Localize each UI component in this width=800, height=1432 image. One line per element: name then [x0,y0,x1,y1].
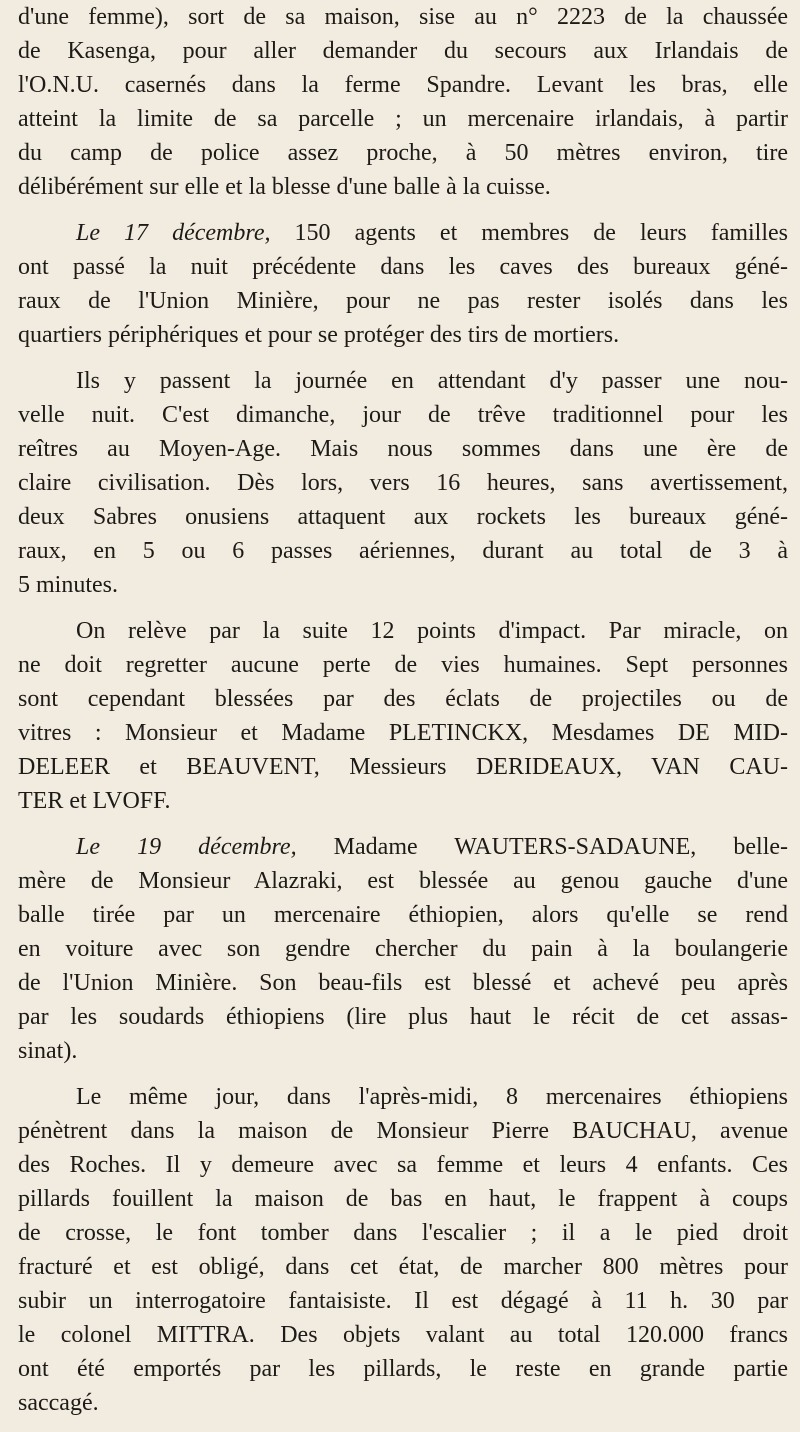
text-line: subir un interrogatoire fantaisiste. Il est dégagé à 11 h. 30 par [18,1288,788,1314]
text-line: ont passé la nuit précédente dans les caves des bureaux géné- [18,254,788,280]
text-line: sont cependant blessées par des éclats de projectiles ou de [18,686,788,712]
text-line: raux de l'Union Minière, pour ne pas rester isolés dans les [18,288,788,314]
text-line: des Roches. Il y demeure avec sa femme et leurs 4 enfants. Ces [18,1152,788,1178]
paragraph [18,0,788,204]
text-line: de crosse, le font tomber dans l'escalier ; il a le pied droit [18,1220,788,1246]
text-line: fracturé et est obligé, dans cet état, de marcher 800 mètres pour [18,1254,788,1280]
text-line: l'O.N.U. casernés dans la ferme Spandre. Levant les bras, elle [18,72,788,98]
paragraph [18,364,788,602]
text-line: claire civilisation. Dès lors, vers 16 heures, sans avertissement, [18,470,788,496]
text-line: saccagé. [18,1390,99,1416]
text-line: Le même jour, dans l'après-midi, 8 mercenaires éthiopiens [76,1084,788,1110]
date-lead: Le 17 décembre, [76,220,271,246]
text-line: de l'Union Minière. Son beau-fils est blessé et achevé peu après [18,970,788,996]
text-line: en voiture avec son gendre chercher du pain à la boulangerie [18,936,788,962]
text-line: ne doit regretter aucune perte de vies humaines. Sept personnes [18,652,788,678]
text-line: du camp de police assez proche, à 50 mètres environ, tire [18,140,788,166]
text-line: sinat). [18,1038,78,1064]
line-text: 150 agents et membres de leurs familles [270,220,789,246]
date-lead: Le 19 décembre, [76,834,297,860]
text-line: quartiers périphériques et pour se protéger des tirs de mortiers. [18,322,620,348]
text-line: d'une femme), sort de sa maison, sise au n° 2223 de la chaussée [18,4,788,30]
text-line: de Kasenga, pour aller demander du secours aux Irlandais de [18,38,788,64]
paragraph [18,1080,788,1420]
text-line: DELEER et BEAUVENT, Messieurs DERIDEAUX, VAN CAU- [18,754,788,780]
text-line: vitres : Monsieur et Madame PLETINCKX, Mesdames DE MID- [18,720,788,746]
text-line: par les soudards éthiopiens (lire plus haut le récit de cet assas- [18,1004,788,1030]
text-line: raux, en 5 ou 6 passes aériennes, durant au total de 3 à [18,538,788,564]
text-line: balle tirée par un mercenaire éthiopien, alors qu'elle se rend [18,902,788,928]
text-line: Ils y passent la journée en attendant d'y passer une nou- [76,368,788,394]
document-page [18,0,788,1432]
text-line: On relève par la suite 12 points d'impact. Par miracle, on [76,618,788,644]
text-line [18,216,788,250]
text-line: 5 minutes. [18,572,118,598]
text-line: velle nuit. C'est dimanche, jour de trêve traditionnel pour les [18,402,788,428]
paragraph [18,830,788,1068]
text-line: atteint la limite de sa parcelle ; un mercenaire irlandais, à partir [18,106,788,132]
text-line [18,830,788,864]
paragraph [18,614,788,818]
text-line: mère de Monsieur Alazraki, est blessée au genou gauche d'une [18,868,788,894]
text-line: pillards fouillent la maison de bas en haut, le frappent à coups [18,1186,788,1212]
text-line: ont été emportés par les pillards, le reste en grande partie [18,1356,788,1382]
text-line: délibérément sur elle et la blesse d'une balle à la cuisse. [18,174,551,200]
text-line: TER et LVOFF. [18,788,171,814]
line-text: Madame WAUTERS-SADAUNE, belle- [296,834,789,860]
paragraph [18,216,788,352]
text-line: deux Sabres onusiens attaquent aux rockets les bureaux géné- [18,504,788,530]
text-line: reîtres au Moyen-Age. Mais nous sommes dans une ère de [18,436,788,462]
text-line: le colonel MITTRA. Des objets valant au total 120.000 francs [18,1322,788,1348]
text-line: pénètrent dans la maison de Monsieur Pierre BAUCHAU, avenue [18,1118,788,1144]
